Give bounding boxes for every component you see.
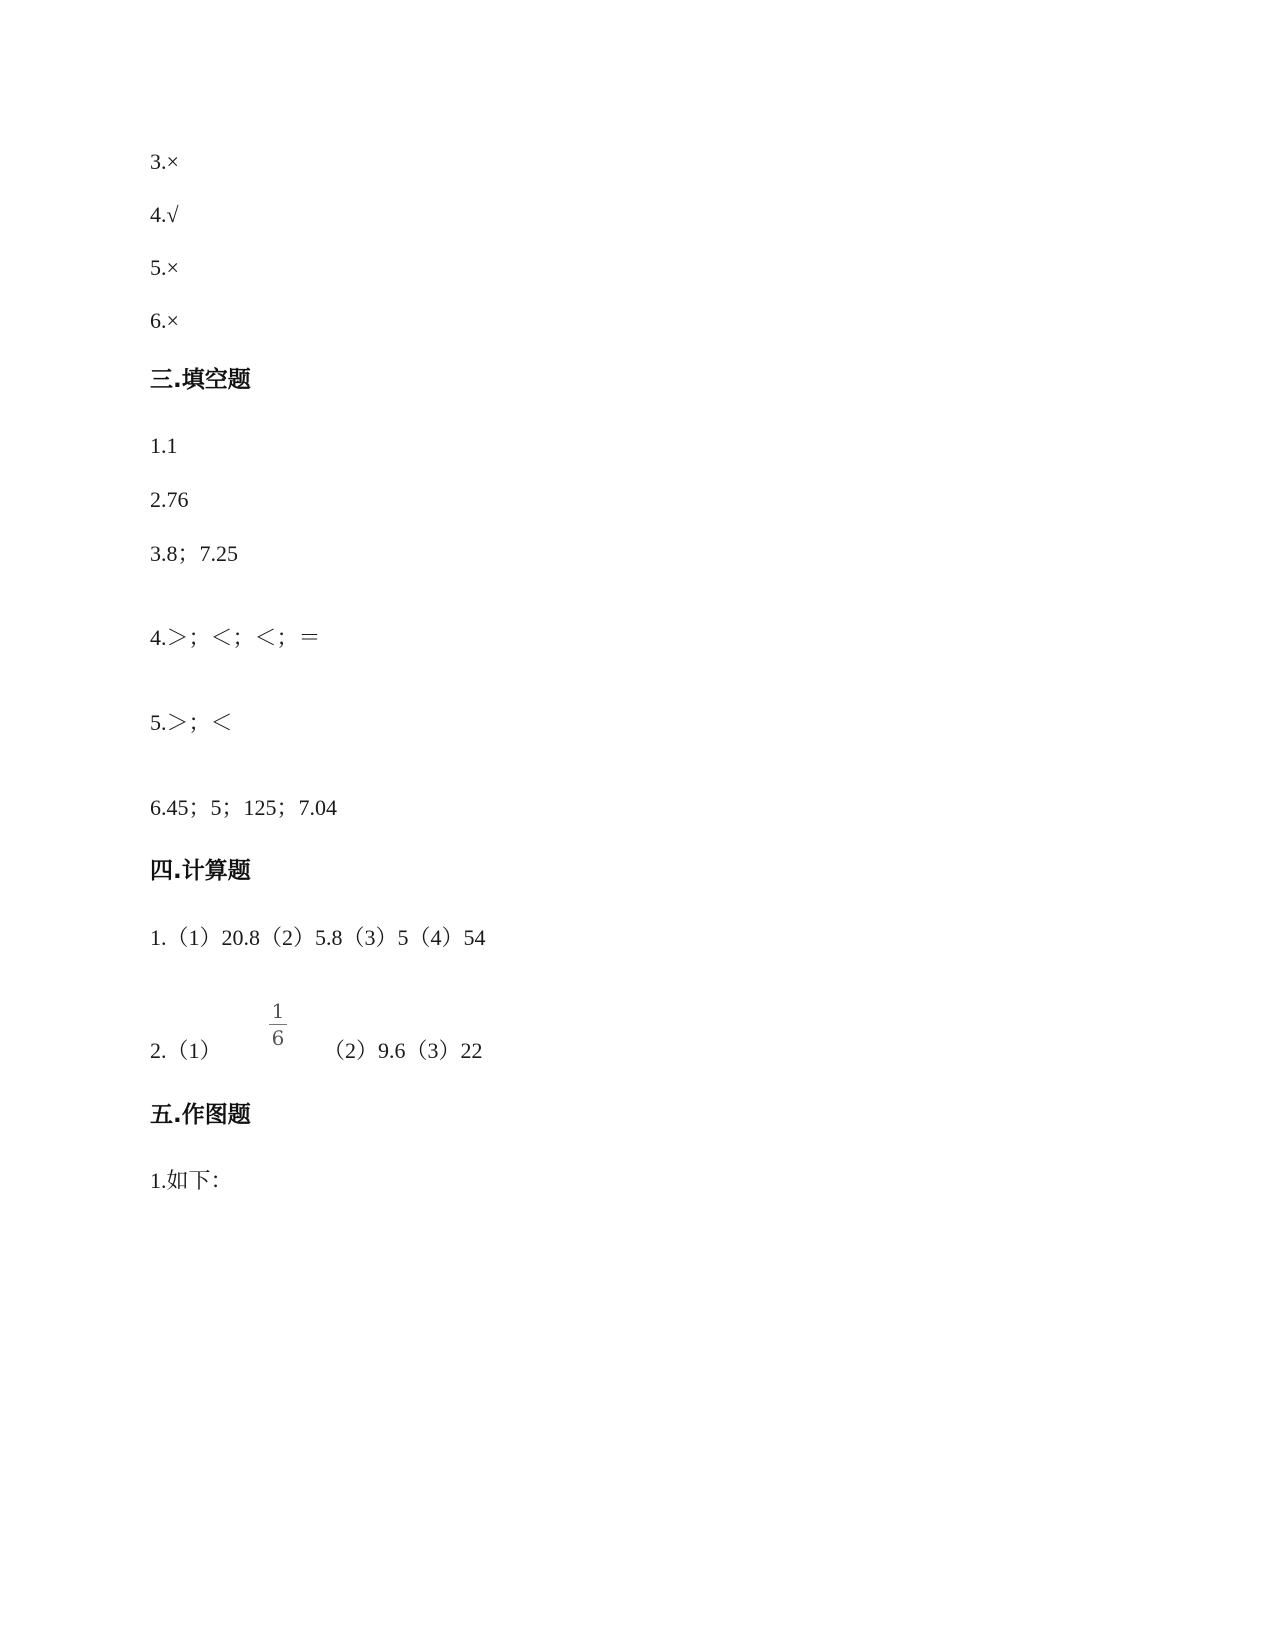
fraction-one-sixth [268, 1000, 288, 1049]
judgment-answer-5: 5.× [150, 255, 179, 280]
fill-answer-2: 2.76 [150, 487, 189, 512]
section-heading-drawing: 五.作图题 [150, 1102, 251, 1128]
fraction-denominator: 6 [271, 1026, 285, 1050]
calc-answer-2-suffix: （2）9.6（3）22 [323, 1038, 483, 1063]
section-heading-calculation: 四.计算题 [150, 858, 251, 884]
calc-answer-1: 1.（1）20.8（2）5.8（3）5（4）54 [150, 925, 486, 950]
calc-answer-2-prefix: 2.（1） [150, 1038, 222, 1063]
fill-answer-3: 3.8；7.25 [150, 541, 239, 566]
judgment-answer-3: 3.× [150, 149, 179, 174]
judgment-answer-4: 4.√ [150, 202, 179, 227]
section-heading-fill-in: 三.填空题 [150, 367, 251, 393]
fill-answer-1: 1.1 [150, 433, 178, 458]
drawing-answer-1: 1.如下： [150, 1168, 233, 1193]
fill-answer-4: 4.＞；＜；＜；＝ [150, 625, 321, 650]
fraction-bar [269, 1024, 287, 1025]
judgment-answer-6: 6.× [150, 308, 179, 333]
fill-answer-6: 6.45；5；125；7.04 [150, 795, 338, 820]
fill-answer-5: 5.＞；＜ [150, 710, 233, 735]
fraction-numerator: 1 [271, 999, 285, 1023]
